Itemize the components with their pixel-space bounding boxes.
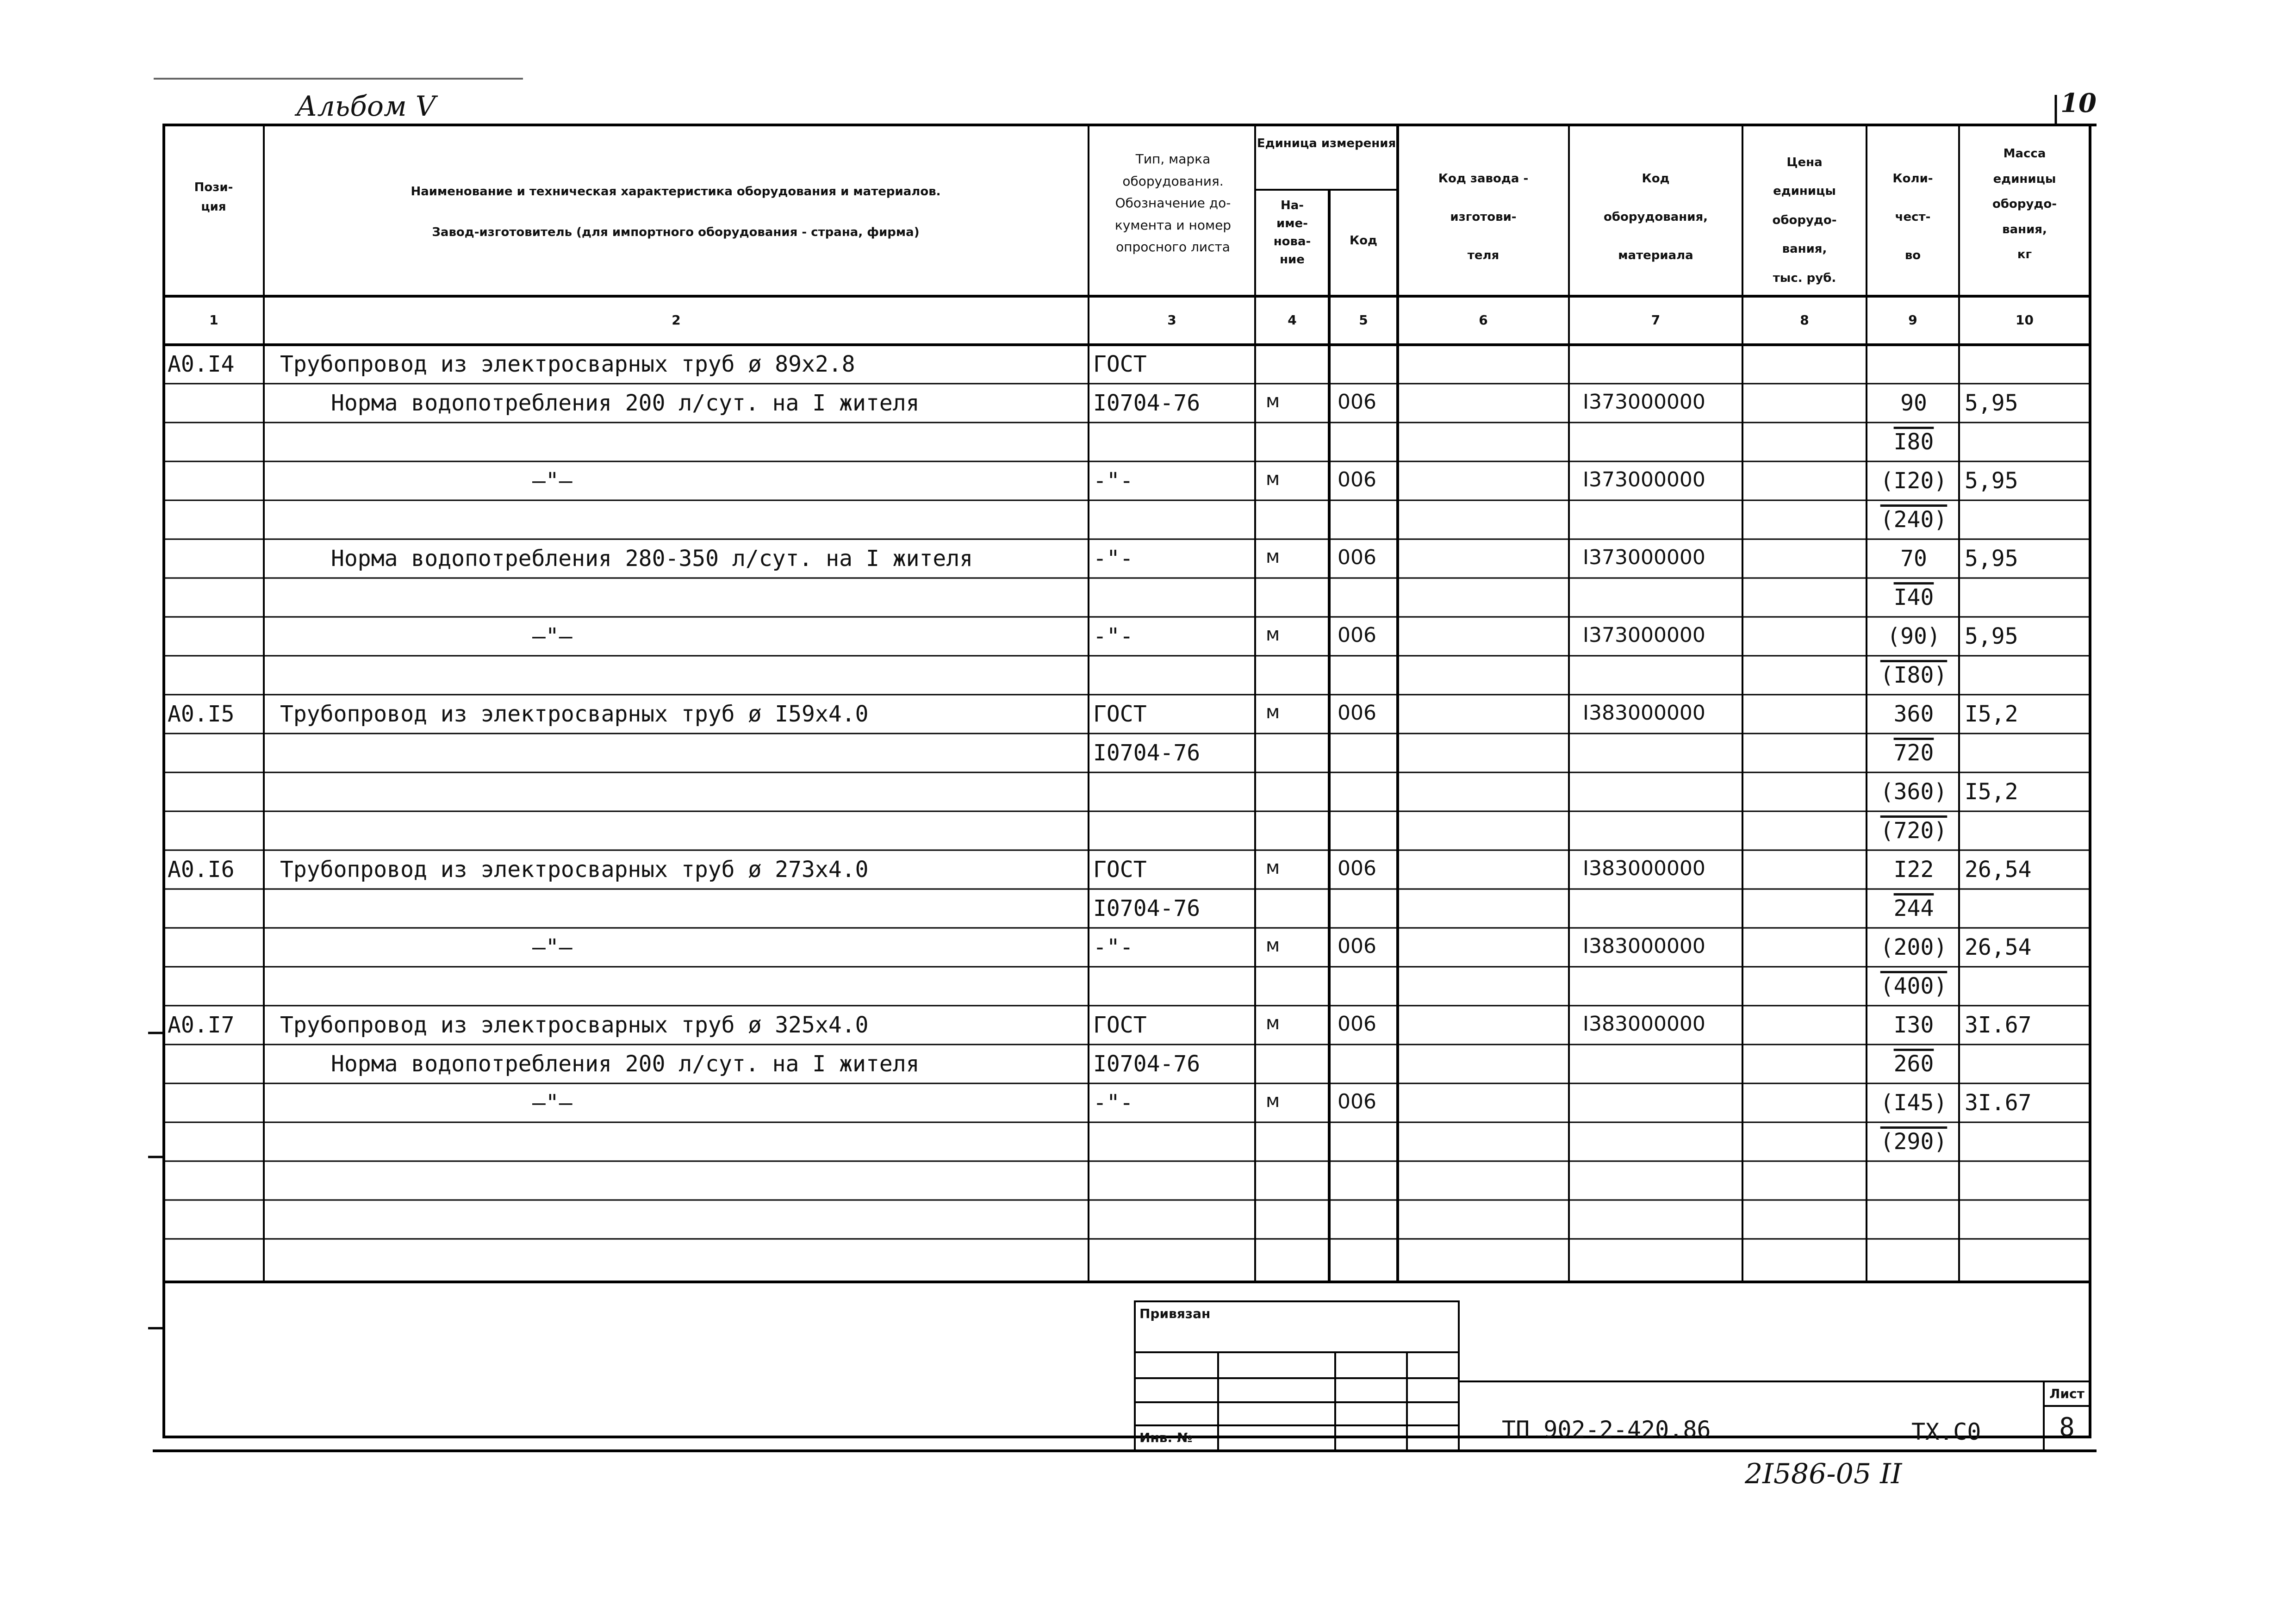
row-unit-code: 006 <box>1338 623 1376 647</box>
row-equipment-code: I383000000 <box>1583 701 1705 725</box>
row-equipment-code: I373000000 <box>1583 623 1705 647</box>
row-quantity: (200) <box>1880 934 1948 960</box>
header-quantity: Коли- чест- во <box>1892 172 1933 263</box>
row-type: -"- <box>1093 468 1133 494</box>
row-unit: м <box>1266 857 1280 878</box>
header-unit: Единица измерения <box>1257 137 1396 150</box>
header-equipment-code: Код оборудования, материала <box>1603 172 1708 263</box>
column-number: 4 <box>1288 312 1297 328</box>
row-type: ГОСТ <box>1093 857 1147 883</box>
row-type: I0704-76 <box>1093 1051 1201 1077</box>
column-number: 6 <box>1479 312 1488 328</box>
row-name: Трубопровод из электросварных труб ø 273x4.0 <box>280 857 869 883</box>
row-position: А0.I4 <box>168 351 235 377</box>
row-unit-code: 006 <box>1338 1090 1376 1113</box>
row-unit-code: 006 <box>1338 857 1376 880</box>
row-equipment-code: I373000000 <box>1583 546 1705 569</box>
row-mass: I5,2 <box>1965 779 2018 805</box>
sheet-number-top: 10 <box>2060 88 2097 118</box>
row-quantity: (I80) <box>1880 662 1948 688</box>
header-mass: Масса единицы оборудо- вания, кг <box>1992 147 2057 262</box>
row-mass: 5,95 <box>1965 623 2018 649</box>
row-quantity: 244 <box>1893 895 1934 921</box>
header-factory: Код завода - изготови- теля <box>1438 172 1529 263</box>
row-name: Трубопровод из электросварных труб ø 89x2.8 <box>280 351 855 377</box>
row-unit-code: 006 <box>1338 468 1376 491</box>
row-type: -"- <box>1093 623 1133 649</box>
row-quantity: I80 <box>1893 429 1934 455</box>
row-equipment-code: I383000000 <box>1583 1012 1705 1036</box>
row-quantity: I30 <box>1893 1012 1934 1038</box>
row-mass: 5,95 <box>1965 390 2018 416</box>
row-unit-code: 006 <box>1338 1012 1376 1036</box>
row-type: ГОСТ <box>1093 351 1147 377</box>
column-number: 5 <box>1359 312 1368 328</box>
row-equipment-code: I373000000 <box>1583 390 1705 414</box>
row-type: -"- <box>1093 1090 1133 1116</box>
row-mass: 26,54 <box>1965 857 2032 883</box>
row-position: А0.I7 <box>168 1012 235 1038</box>
column-number: 7 <box>1651 312 1661 328</box>
header-name: Наименование и техническая характеристика оборудования и материалов. Завод-изготовитель (для импортного оборудования - страна, фирма) <box>411 185 941 240</box>
row-equipment-code: I373000000 <box>1583 468 1705 491</box>
row-name: —"— <box>532 1090 572 1116</box>
row-mass: 3I.67 <box>1965 1090 2032 1116</box>
row-unit: м <box>1266 624 1280 645</box>
row-name: —"— <box>532 934 572 960</box>
row-unit: м <box>1266 546 1280 567</box>
row-quantity: (I45) <box>1880 1090 1948 1116</box>
row-equipment-code: I383000000 <box>1583 934 1705 958</box>
row-unit: м <box>1266 1013 1280 1034</box>
row-name: —"— <box>532 623 572 649</box>
row-quantity: (I20) <box>1880 468 1948 494</box>
row-quantity: 260 <box>1893 1051 1934 1077</box>
row-type: -"- <box>1093 934 1133 960</box>
row-unit-code: 006 <box>1338 390 1376 414</box>
row-type: I0704-76 <box>1093 390 1201 416</box>
row-mass: 5,95 <box>1965 468 2018 494</box>
row-unit-code: 006 <box>1338 546 1376 569</box>
row-quantity: 90 <box>1900 390 1927 416</box>
row-quantity: (360) <box>1880 779 1948 805</box>
row-name: Норма водопотребления 280-350 л/сут. на I жителя <box>331 546 973 572</box>
column-number: 9 <box>1908 312 1917 328</box>
row-type: ГОСТ <box>1093 1012 1147 1038</box>
row-quantity: I22 <box>1893 857 1934 883</box>
row-mass: I5,2 <box>1965 701 2018 727</box>
row-position: А0.I5 <box>168 701 235 727</box>
row-name: Норма водопотребления 200 л/сут. на I жителя <box>331 390 920 416</box>
stamp-inventory-label: Инв. № <box>1139 1430 1193 1445</box>
column-number: 8 <box>1800 312 1809 328</box>
row-mass: 5,95 <box>1965 546 2018 572</box>
row-type: -"- <box>1093 546 1133 572</box>
bottom-note: 2I586-05 II <box>1745 1458 1902 1490</box>
header-unit-name: На- име- нова- ние <box>1273 199 1311 267</box>
header-unit-code: Код <box>1349 234 1378 248</box>
sheet-number: 8 <box>2059 1412 2075 1443</box>
row-type: ГОСТ <box>1093 701 1147 727</box>
row-type: I0704-76 <box>1093 740 1201 766</box>
row-quantity: I40 <box>1893 585 1934 610</box>
row-quantity: 360 <box>1893 701 1934 727</box>
row-unit-code: 006 <box>1338 934 1376 958</box>
row-quantity: (240) <box>1880 507 1948 533</box>
album-label: Альбом V <box>296 90 436 123</box>
row-name: Трубопровод из электросварных труб ø 325x4.0 <box>280 1012 869 1038</box>
row-mass: 3I.67 <box>1965 1012 2032 1038</box>
row-quantity: (720) <box>1880 818 1948 844</box>
row-unit: м <box>1266 935 1280 956</box>
column-number: 2 <box>672 312 681 328</box>
row-name: —"— <box>532 468 572 494</box>
document-mark: ТХ.С0 <box>1911 1418 1981 1445</box>
row-unit: м <box>1266 468 1280 490</box>
header-position: Пози- ция <box>194 180 233 214</box>
row-quantity: (400) <box>1880 973 1948 999</box>
row-name: Трубопровод из электросварных труб ø I59x4.0 <box>280 701 869 727</box>
row-quantity: (90) <box>1887 623 1941 649</box>
row-quantity: (290) <box>1880 1129 1948 1155</box>
header-type: Тип, марка оборудования. Обозначение до- кумента и номер опросного листа <box>1114 151 1232 255</box>
row-mass: 26,54 <box>1965 934 2032 960</box>
row-unit-code: 006 <box>1338 701 1376 725</box>
row-unit: м <box>1266 391 1280 412</box>
row-quantity: 70 <box>1900 546 1927 572</box>
header-price: Цена единицы оборудо- вания, тыс. руб. <box>1772 155 1837 285</box>
row-equipment-code: I383000000 <box>1583 857 1705 880</box>
column-number: 1 <box>209 312 218 328</box>
sheet-label: Лист <box>2049 1386 2084 1401</box>
column-number: 10 <box>2016 312 2034 328</box>
row-type: I0704-76 <box>1093 895 1201 921</box>
row-unit: м <box>1266 1090 1280 1112</box>
row-quantity: 720 <box>1893 740 1934 766</box>
document-code: ТП 902-2-420.86 <box>1502 1416 1711 1443</box>
row-unit: м <box>1266 702 1280 723</box>
stamp-attached-label: Привязан <box>1139 1306 1211 1321</box>
row-position: А0.I6 <box>168 857 235 883</box>
row-name: Норма водопотребления 200 л/сут. на I жителя <box>331 1051 920 1077</box>
column-number: 3 <box>1167 312 1176 328</box>
